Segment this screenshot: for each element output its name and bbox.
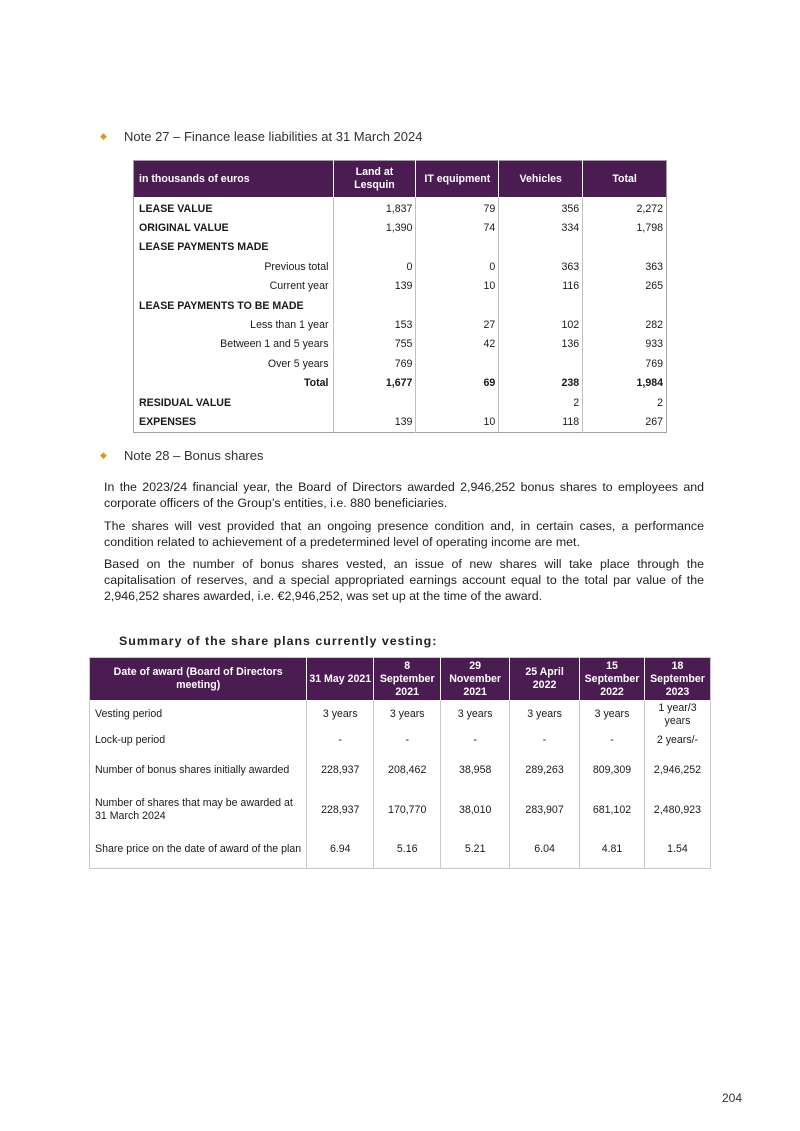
row-label: LEASE PAYMENTS TO BE MADE xyxy=(139,299,304,312)
finance-lease-table xyxy=(133,160,667,433)
column-header: IT equipment xyxy=(416,161,499,198)
note-28-title: Note 28 – Bonus shares xyxy=(124,448,264,463)
row-label: Between 1 and 5 years xyxy=(220,338,329,351)
bullet-icon: ◆ xyxy=(100,131,107,141)
row-label: Lock-up period xyxy=(95,734,166,746)
table-cell: 6.04 xyxy=(510,832,580,868)
table-cell: 2,480,923 xyxy=(644,788,710,832)
table-cell: 769 xyxy=(333,354,416,373)
column-header: 15 September 2022 xyxy=(580,658,645,701)
table-cell: 363 xyxy=(499,257,583,276)
table-cell: 1 year/3 years xyxy=(644,700,710,729)
table-cell: 1,984 xyxy=(583,374,667,393)
table-cell: - xyxy=(510,729,580,752)
table-cell: 4.81 xyxy=(580,832,645,868)
table-row xyxy=(90,729,711,752)
column-header: Land at Lesquin xyxy=(333,161,416,198)
table-cell: 809,309 xyxy=(580,752,645,788)
table-cell: 136 xyxy=(499,335,583,354)
row-label: Current year xyxy=(269,280,329,293)
paragraph: The shares will vest provided that an ongoing presence condition and, in certain cases, a performance condition related to achievement of a predetermined level of operating income are met. xyxy=(104,519,704,549)
table-cell: 3 years xyxy=(580,700,645,729)
table-cell: 933 xyxy=(583,335,667,354)
column-header: Date of award (Board of Directors meeting) xyxy=(90,658,307,701)
table-cell: 10 xyxy=(416,277,499,296)
paragraph: In the 2023/24 financial year, the Board of Directors awarded 2,946,252 bonus shares to employees and corporate officers of the Group’s entities, i.e. 880 beneficiaries. xyxy=(104,480,704,510)
table-cell: 2 years/- xyxy=(644,729,710,752)
table-cell: 228,937 xyxy=(307,788,374,832)
table-cell: 363 xyxy=(583,257,667,276)
table-cell xyxy=(499,354,583,373)
table-row xyxy=(90,788,711,832)
table-cell: 356 xyxy=(499,197,583,218)
table-cell: 282 xyxy=(583,315,667,334)
table-cell: 6.94 xyxy=(307,832,374,868)
table-cell xyxy=(416,296,499,315)
table-cell: 3 years xyxy=(441,700,510,729)
table-cell: 2,272 xyxy=(583,197,667,218)
table-row xyxy=(134,374,667,393)
table-cell xyxy=(416,393,499,412)
row-label: Less than 1 year xyxy=(250,319,329,332)
table-cell xyxy=(416,354,499,373)
table-cell: 1,677 xyxy=(333,374,416,393)
row-label: Over 5 years xyxy=(267,357,329,370)
row-label: Number of bonus shares initially awarded xyxy=(95,763,290,776)
share-plans-table xyxy=(89,657,711,869)
table-cell: 267 xyxy=(583,412,667,432)
table-cell xyxy=(333,393,416,412)
table-row xyxy=(134,197,667,218)
table-cell: 1.54 xyxy=(644,832,710,868)
row-label: RESIDUAL VALUE xyxy=(139,396,232,409)
row-label: LEASE VALUE xyxy=(139,202,213,215)
table-cell: 27 xyxy=(416,315,499,334)
table-cell: 0 xyxy=(416,257,499,276)
table-cell: 153 xyxy=(333,315,416,334)
table-cell: 681,102 xyxy=(580,788,645,832)
table-cell: 5.21 xyxy=(441,832,510,868)
column-header: 25 April 2022 xyxy=(510,658,580,701)
table-cell: 2 xyxy=(499,393,583,412)
column-header: Total xyxy=(583,161,667,198)
table-cell: 2,946,252 xyxy=(644,752,710,788)
table-cell: - xyxy=(307,729,374,752)
table-cell: 769 xyxy=(583,354,667,373)
table-cell: 118 xyxy=(499,412,583,432)
table-row xyxy=(134,354,667,373)
table-cell xyxy=(583,296,667,315)
table-cell xyxy=(583,238,667,257)
table-cell: 38,010 xyxy=(441,788,510,832)
row-label: EXPENSES xyxy=(139,415,197,428)
row-label: Share price on the date of award of the plan xyxy=(95,843,302,856)
column-header: Vehicles xyxy=(499,161,583,198)
table-cell: 116 xyxy=(499,277,583,296)
table-cell: 265 xyxy=(583,277,667,296)
table-row xyxy=(90,700,711,729)
table-row xyxy=(134,335,667,354)
page-number: 204 xyxy=(722,1091,743,1105)
table-cell: 238 xyxy=(499,374,583,393)
table-cell xyxy=(499,238,583,257)
table-cell xyxy=(499,296,583,315)
bullet-icon: ◆ xyxy=(100,450,107,460)
table-cell xyxy=(416,238,499,257)
paragraph: Based on the number of bonus shares vested, an issue of new shares will take place through the capitalisation of reserves, and a special appropriated earnings account equal to the total par value of the 2,946,252 shares awarded, i.e. €2,946,252, was set up at the time of the award. xyxy=(104,557,704,603)
note-27-title: Note 27 – Finance lease liabilities at 31 March 2024 xyxy=(124,129,423,144)
table-cell: 79 xyxy=(416,197,499,218)
column-header: in thousands of euros xyxy=(134,161,334,198)
table-cell: 38,958 xyxy=(441,752,510,788)
table-cell: 69 xyxy=(416,374,499,393)
row-label: Vesting period xyxy=(95,708,163,720)
table-row xyxy=(134,257,667,276)
table-header-row xyxy=(134,161,667,198)
row-label: Total xyxy=(303,377,329,390)
table-cell: 42 xyxy=(416,335,499,354)
summary-title: Summary of the share plans currently vesting: xyxy=(119,634,438,648)
table-cell xyxy=(333,238,416,257)
table-cell: 0 xyxy=(333,257,416,276)
table-row xyxy=(134,296,667,315)
table-cell: 755 xyxy=(333,335,416,354)
column-header: 29 November 2021 xyxy=(441,658,510,701)
table-cell: 283,907 xyxy=(510,788,580,832)
table-cell: 139 xyxy=(333,277,416,296)
table-row xyxy=(134,218,667,237)
table-row xyxy=(90,832,711,868)
table-row xyxy=(134,315,667,334)
note-28-heading xyxy=(100,448,263,463)
table-cell: 3 years xyxy=(307,700,374,729)
column-header: 8 September 2021 xyxy=(374,658,441,701)
row-label: Previous total xyxy=(264,260,329,273)
table-row xyxy=(134,412,667,432)
table-row xyxy=(134,277,667,296)
table-cell: 170,770 xyxy=(374,788,441,832)
table-cell: 5.16 xyxy=(374,832,441,868)
table-cell: 2 xyxy=(583,393,667,412)
table-row xyxy=(90,752,711,788)
note-27-heading xyxy=(100,129,422,144)
table-cell: 3 years xyxy=(374,700,441,729)
table-cell: 228,937 xyxy=(307,752,374,788)
table-row xyxy=(134,393,667,412)
column-header: 18 September 2023 xyxy=(644,658,710,701)
table-header-row xyxy=(90,658,711,701)
table-cell: 1,837 xyxy=(333,197,416,218)
table-cell: 1,798 xyxy=(583,218,667,237)
table-cell: - xyxy=(441,729,510,752)
row-label: ORIGINAL VALUE xyxy=(139,222,229,235)
table-cell: 289,263 xyxy=(510,752,580,788)
row-label: LEASE PAYMENTS MADE xyxy=(139,241,269,254)
column-header: 31 May 2021 xyxy=(307,658,374,701)
table-cell: 208,462 xyxy=(374,752,441,788)
table-row xyxy=(134,238,667,257)
row-label: Number of shares that may be awarded at 31 March 2024 xyxy=(95,797,293,822)
table-cell: 74 xyxy=(416,218,499,237)
table-cell: - xyxy=(580,729,645,752)
table-cell: 10 xyxy=(416,412,499,432)
table-cell: - xyxy=(374,729,441,752)
table-cell: 334 xyxy=(499,218,583,237)
table-cell: 139 xyxy=(333,412,416,432)
table-cell: 3 years xyxy=(510,700,580,729)
table-cell xyxy=(333,296,416,315)
table-cell: 102 xyxy=(499,315,583,334)
table-cell: 1,390 xyxy=(333,218,416,237)
